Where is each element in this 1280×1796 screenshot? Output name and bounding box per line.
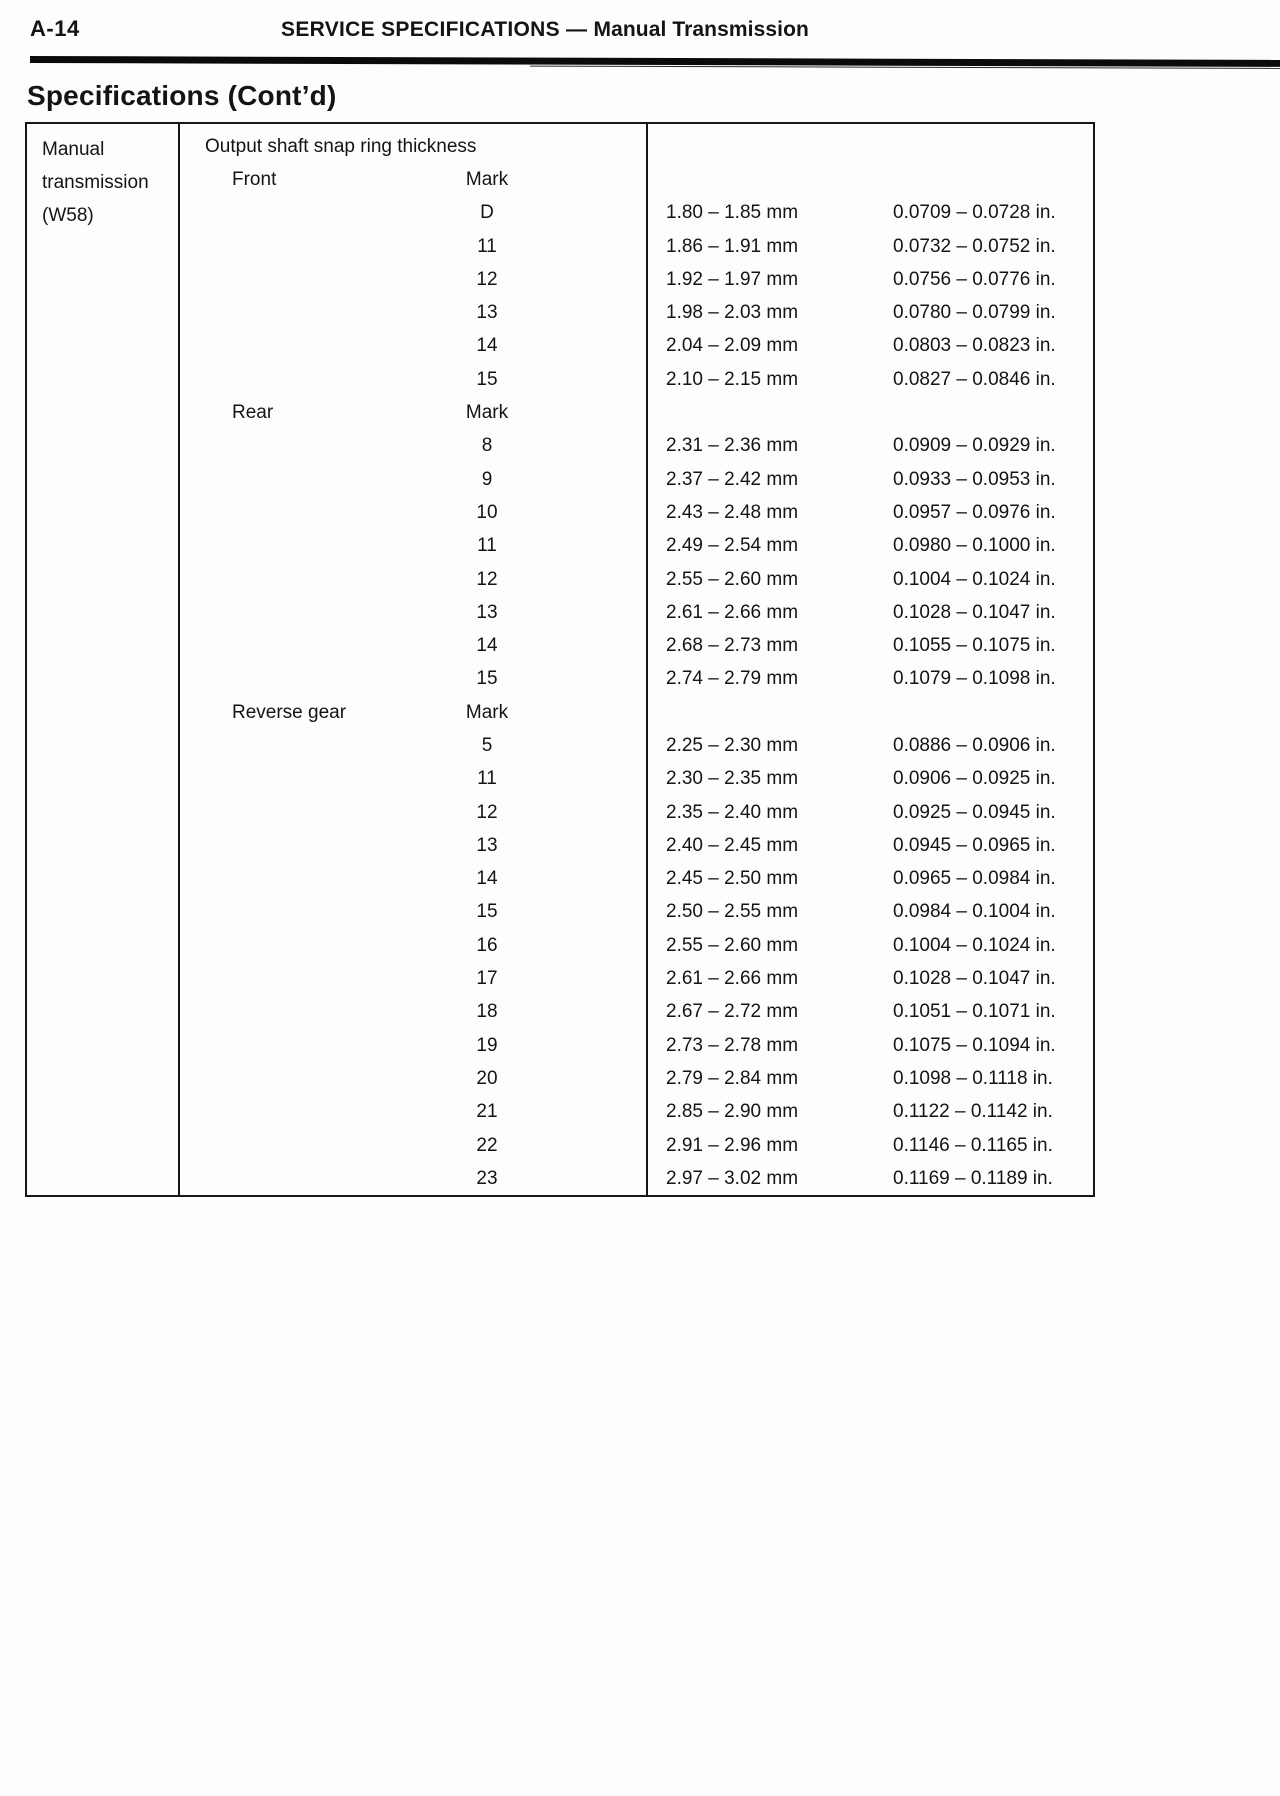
table-row	[180, 929, 1093, 962]
table-row	[180, 996, 1093, 1029]
header-title-subsection: Manual Transmission	[593, 18, 809, 41]
section-label-spacer	[180, 236, 407, 258]
table-row	[180, 230, 1093, 263]
mark-value: 11	[477, 768, 497, 790]
inch-value: 0.1004 – 0.1024 in.	[893, 568, 1056, 590]
mark-value: 5	[481, 734, 493, 756]
row-label-cells	[180, 236, 646, 258]
mm-value: 2.79 – 2.84 mm	[666, 1067, 799, 1089]
mm-value: 2.30 – 2.35 mm	[666, 768, 799, 790]
table-row	[180, 263, 1093, 296]
mark-value: 20	[476, 1067, 498, 1089]
inch-value: 0.1075 – 0.1094 in.	[893, 1034, 1056, 1056]
row-label-cells	[180, 868, 646, 890]
table-row	[180, 463, 1093, 496]
mark-value: 15	[476, 668, 498, 690]
mm-value: 2.04 – 2.09 mm	[666, 335, 799, 357]
table-row	[180, 563, 1093, 596]
inch-value: 0.0925 – 0.0945 in.	[893, 801, 1056, 823]
section-label-spacer	[180, 302, 407, 324]
section-label-cell	[180, 169, 407, 191]
section-header-row	[180, 163, 1093, 196]
spec-title-row	[180, 130, 1093, 163]
table-row	[180, 1062, 1093, 1095]
mark-value: 14	[476, 868, 498, 890]
row-label-cells	[180, 535, 646, 557]
section-label-spacer	[180, 569, 407, 591]
table-row	[180, 596, 1093, 629]
mm-value: 2.50 – 2.55 mm	[666, 901, 799, 923]
row-label-cells	[180, 901, 646, 923]
mm-value: 2.91 – 2.96 mm	[666, 1134, 799, 1156]
table-row	[180, 363, 1093, 396]
mark-value: 10	[476, 501, 498, 523]
mark-header: Mark	[465, 402, 509, 424]
section-label-spacer	[180, 635, 407, 657]
section-label: Rear	[232, 402, 274, 424]
section-header-cells	[180, 702, 646, 724]
inch-value: 0.1028 – 0.1047 in.	[893, 968, 1056, 990]
table-row	[180, 863, 1093, 896]
table-row-label: Manual transmission (W58)	[27, 124, 180, 1195]
header-title-section: SERVICE SPECIFICATIONS	[281, 18, 560, 41]
section-label-spacer	[180, 768, 407, 790]
section-label-spacer	[180, 1001, 407, 1023]
mm-value: 1.92 – 1.97 mm	[666, 268, 799, 290]
inch-value: 0.1004 – 0.1024 in.	[893, 934, 1056, 956]
table-row	[180, 629, 1093, 662]
table-rows	[180, 163, 1093, 1195]
table-row	[180, 296, 1093, 329]
mark-value: 13	[476, 834, 498, 856]
inch-value: 0.1079 – 0.1098 in.	[893, 668, 1056, 690]
mark-value: 11	[477, 535, 497, 557]
inch-value: 0.1146 – 0.1165 in.	[893, 1134, 1053, 1156]
section-label-cell	[180, 402, 407, 424]
mm-value: 2.97 – 3.02 mm	[666, 1167, 799, 1189]
header-title	[0, 18, 1090, 42]
mm-value: 2.68 – 2.73 mm	[666, 635, 799, 657]
row-label-cells	[180, 369, 646, 391]
mark-value: 15	[476, 901, 498, 923]
mm-value: 1.98 – 2.03 mm	[666, 302, 799, 324]
row-label-cells	[180, 768, 646, 790]
inch-value: 0.1055 – 0.1075 in.	[893, 635, 1056, 657]
section-label-spacer	[180, 435, 407, 457]
mark-value: 14	[476, 635, 498, 657]
table-row	[180, 530, 1093, 563]
mark-value: 12	[476, 268, 498, 290]
section-label-spacer	[180, 1101, 407, 1123]
inch-value: 0.0827 – 0.0846 in.	[893, 368, 1056, 390]
table-column-divider	[646, 124, 648, 1195]
section-label-spacer	[180, 1135, 407, 1157]
section-label-spacer	[180, 502, 407, 524]
mm-value: 2.67 – 2.72 mm	[666, 1001, 799, 1023]
mm-value: 2.61 – 2.66 mm	[666, 601, 799, 623]
section-label-spacer	[180, 535, 407, 557]
inch-value: 0.1051 – 0.1071 in.	[893, 1001, 1056, 1023]
mm-value: 2.73 – 2.78 mm	[666, 1034, 799, 1056]
mm-value: 1.80 – 1.85 mm	[666, 202, 799, 224]
row-label-cells	[180, 335, 646, 357]
mm-value: 2.49 – 2.54 mm	[666, 535, 799, 557]
table-body	[180, 124, 1093, 1195]
table-row	[180, 330, 1093, 363]
table-row	[180, 896, 1093, 929]
section-label-spacer	[180, 202, 407, 224]
mm-value: 2.25 – 2.30 mm	[666, 734, 799, 756]
inch-value: 0.0906 – 0.0925 in.	[893, 768, 1056, 790]
section-label-spacer	[180, 335, 407, 357]
inch-value: 0.0965 – 0.0984 in.	[893, 868, 1056, 890]
section-label-cell	[180, 702, 407, 724]
mark-value: 22	[476, 1134, 498, 1156]
mark-value: 13	[476, 302, 498, 324]
row-label-cells	[180, 935, 646, 957]
mm-value: 2.31 – 2.36 mm	[666, 435, 799, 457]
inch-value: 0.0909 – 0.0929 in.	[893, 435, 1056, 457]
mark-value: 9	[481, 468, 493, 490]
inch-value: 0.1122 – 0.1142 in.	[893, 1101, 1053, 1123]
mark-value: 11	[477, 235, 497, 257]
mark-value: 17	[476, 968, 498, 990]
inch-value: 0.0709 – 0.0728 in.	[893, 202, 1056, 224]
row-label-cells	[180, 635, 646, 657]
inch-value: 0.0756 – 0.0776 in.	[893, 268, 1056, 290]
header-rule-divider	[30, 56, 1280, 67]
mm-value: 2.35 – 2.40 mm	[666, 801, 799, 823]
row-label-cells	[180, 802, 646, 824]
mark-value: 15	[476, 368, 498, 390]
mark-value: 14	[476, 335, 498, 357]
section-label-spacer	[180, 901, 407, 923]
row-label-cells	[180, 1135, 646, 1157]
mm-value: 2.40 – 2.45 mm	[666, 834, 799, 856]
table-row	[180, 1129, 1093, 1162]
section-label-spacer	[180, 668, 407, 690]
row-label-cells	[180, 469, 646, 491]
row-label-cells	[180, 569, 646, 591]
inch-value: 0.0980 – 0.1000 in.	[893, 535, 1056, 557]
table-row	[180, 197, 1093, 230]
inch-value: 0.1098 – 0.1118 in.	[893, 1067, 1053, 1089]
row-label-cells	[180, 502, 646, 524]
mm-value: 2.43 – 2.48 mm	[666, 501, 799, 523]
inch-value: 0.0732 – 0.0752 in.	[893, 235, 1056, 257]
section-label-spacer	[180, 1168, 407, 1190]
section-header-row	[180, 396, 1093, 429]
mark-value: 12	[476, 568, 498, 590]
section-label-spacer	[180, 935, 407, 957]
row-label-cells	[180, 668, 646, 690]
mm-value: 2.74 – 2.79 mm	[666, 668, 799, 690]
section-label-spacer	[180, 1068, 407, 1090]
mark-value: 13	[476, 601, 498, 623]
row-label-cells	[180, 602, 646, 624]
inch-value: 0.1169 – 0.1189 in.	[893, 1167, 1053, 1189]
inch-value: 0.0780 – 0.0799 in.	[893, 302, 1056, 324]
spec-table	[25, 122, 1095, 1197]
section-header-cells	[180, 402, 646, 424]
inch-value: 0.0803 – 0.0823 in.	[893, 335, 1056, 357]
table-row	[180, 1162, 1093, 1195]
mm-value: 2.61 – 2.66 mm	[666, 968, 799, 990]
mark-value: 8	[481, 435, 493, 457]
row-label-cells	[180, 1068, 646, 1090]
section-label-spacer	[180, 968, 407, 990]
table-row	[180, 763, 1093, 796]
mm-value: 2.55 – 2.60 mm	[666, 934, 799, 956]
mark-value: D	[480, 202, 494, 224]
mm-value: 2.37 – 2.42 mm	[666, 468, 799, 490]
inch-value: 0.0886 – 0.0906 in.	[893, 734, 1056, 756]
section-label-spacer	[180, 835, 407, 857]
section-label-spacer	[180, 369, 407, 391]
row-label-cells	[180, 1168, 646, 1190]
table-row	[180, 829, 1093, 862]
section-label-spacer	[180, 735, 407, 757]
row-label-cells	[180, 1035, 646, 1057]
table-row	[180, 962, 1093, 995]
inch-value: 0.0957 – 0.0976 in.	[893, 501, 1056, 523]
row-label-cells	[180, 735, 646, 757]
section-label-spacer	[180, 469, 407, 491]
mm-value: 2.10 – 2.15 mm	[666, 368, 799, 390]
row-label-cells	[180, 1101, 646, 1123]
mark-value: 21	[476, 1101, 498, 1123]
inch-value: 0.1028 – 0.1047 in.	[893, 601, 1056, 623]
mm-value: 2.85 – 2.90 mm	[666, 1101, 799, 1123]
mark-header: Mark	[465, 701, 509, 723]
mark-value: 19	[476, 1034, 498, 1056]
table-row	[180, 663, 1093, 696]
spec-title: Output shaft snap ring thickness	[205, 135, 477, 157]
row-label-cells	[180, 269, 646, 291]
row-label-cells	[180, 435, 646, 457]
mm-value: 2.55 – 2.60 mm	[666, 568, 799, 590]
table-row	[180, 430, 1093, 463]
table-row	[180, 496, 1093, 529]
table-row	[180, 1029, 1093, 1062]
table-row	[180, 1096, 1093, 1129]
mark-value: 18	[476, 1001, 498, 1023]
section-label-spacer	[180, 868, 407, 890]
mark-header: Mark	[465, 168, 509, 190]
row-label-cells	[180, 1001, 646, 1023]
mark-value: 16	[476, 934, 498, 956]
section-label-spacer	[180, 1035, 407, 1057]
inch-value: 0.0933 – 0.0953 in.	[893, 468, 1056, 490]
mark-value: 23	[476, 1167, 498, 1189]
table-row	[180, 796, 1093, 829]
section-header-cells	[180, 169, 646, 191]
page-number: A-14	[30, 16, 80, 41]
inch-value: 0.0945 – 0.0965 in.	[893, 834, 1056, 856]
mark-value: 12	[476, 801, 498, 823]
section-label-spacer	[180, 802, 407, 824]
row-label-cells	[180, 302, 646, 324]
row-label-cells	[180, 968, 646, 990]
section-header-row	[180, 696, 1093, 729]
section-label: Front	[232, 168, 277, 190]
mm-value: 2.45 – 2.50 mm	[666, 868, 799, 890]
inch-value: 0.0984 – 0.1004 in.	[893, 901, 1056, 923]
row-label-cells	[180, 202, 646, 224]
header-title-dash: —	[559, 18, 594, 41]
table-row	[180, 729, 1093, 762]
mm-value: 1.86 – 1.91 mm	[666, 235, 799, 257]
section-label-spacer	[180, 269, 407, 291]
row-label-cells	[180, 835, 646, 857]
page-title: Specifications (Cont’d)	[27, 80, 337, 111]
section-label-spacer	[180, 602, 407, 624]
section-label: Reverse gear	[232, 701, 347, 723]
